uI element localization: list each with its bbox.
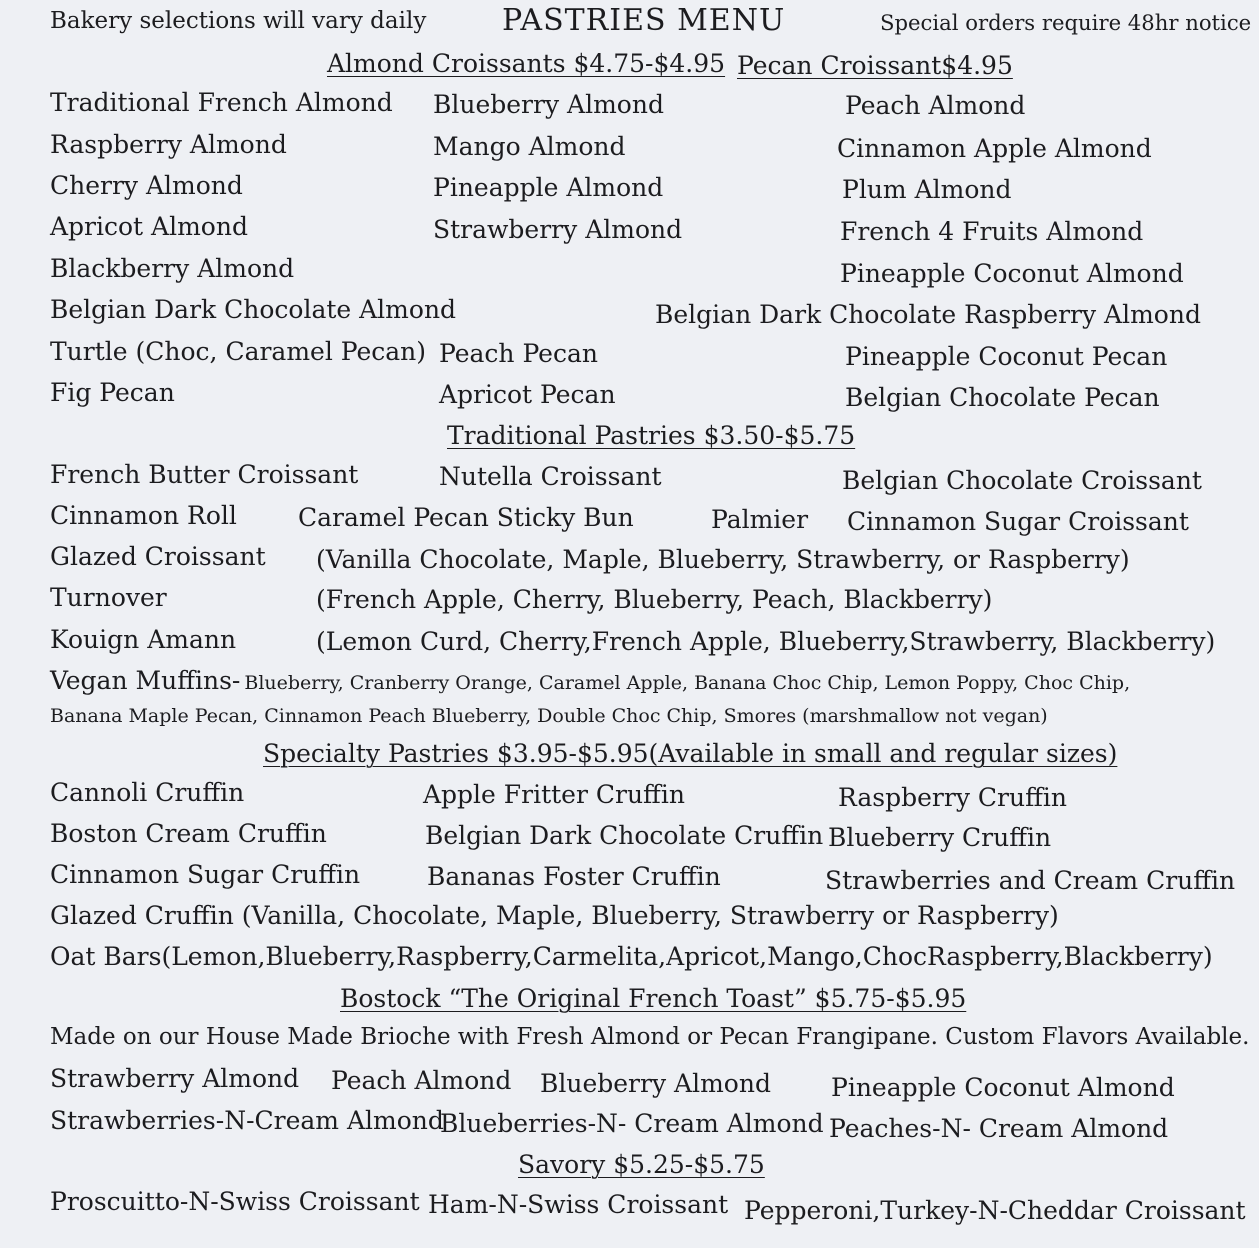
menu-item: Blueberry Almond <box>433 90 664 119</box>
menu-item: Raspberry Almond <box>50 130 287 159</box>
menu-item: Blueberry Almond <box>540 1069 771 1098</box>
menu-item: Peach Pecan <box>439 339 598 368</box>
menu-item: Pineapple Coconut Almond <box>831 1073 1175 1102</box>
menu-item: French 4 Fruits Almond <box>840 217 1144 246</box>
traditional-pastries-heading: Traditional Pastries $3.50-$5.75 <box>447 421 856 450</box>
menu-item: Turnover <box>50 583 167 612</box>
menu-item: Belgian Chocolate Croissant <box>842 466 1202 495</box>
menu-item: Apricot Pecan <box>439 380 616 409</box>
menu-item-options: (Lemon Curd, Cherry,French Apple, Blueberry,Strawberry, Blackberry) <box>316 627 1216 656</box>
menu-item: Kouign Amann <box>50 625 237 654</box>
menu-item: Nutella Croissant <box>439 462 662 491</box>
menu-item: Mango Almond <box>433 132 626 161</box>
menu-item: Cannoli Cruffin <box>50 778 245 807</box>
menu-item: Pineapple Coconut Pecan <box>845 342 1168 371</box>
almond-croissants-heading: Almond Croissants $4.75-$4.95 <box>327 49 726 78</box>
menu-item: Strawberries and Cream Cruffin <box>825 866 1236 895</box>
menu-item: Cinnamon Sugar Croissant <box>847 507 1189 536</box>
menu-item: Blueberries-N- Cream Almond <box>440 1109 824 1138</box>
menu-item: Raspberry Cruffin <box>838 783 1067 812</box>
menu-item: French Butter Croissant <box>50 460 359 489</box>
menu-item: Cinnamon Apple Almond <box>837 134 1152 163</box>
specialty-pastries-heading: Specialty Pastries $3.95-$5.95(Available in small and regular sizes) <box>263 739 1118 768</box>
pecan-croissant-heading: Pecan Croissant$4.95 <box>737 51 1013 80</box>
menu-item: Fig Pecan <box>50 378 175 407</box>
menu-item: Proscuitto-N-Swiss Croissant <box>50 1187 420 1216</box>
menu-item: Cinnamon Sugar Cruffin <box>50 860 361 889</box>
menu-item: Apricot Almond <box>50 212 248 241</box>
menu-item: Blackberry Almond <box>50 254 295 283</box>
menu-item: Ham-N-Swiss Croissant <box>428 1190 729 1219</box>
vegan-muffins-row <box>50 668 1130 693</box>
menu-item: Belgian Dark Chocolate Raspberry Almond <box>655 300 1201 329</box>
menu-item: Palmier <box>711 505 809 534</box>
menu-item: Pineapple Coconut Almond <box>840 259 1184 288</box>
menu-item: Strawberry Almond <box>50 1064 300 1093</box>
menu-item-options: (Vanilla Chocolate, Maple, Blueberry, Strawberry, or Raspberry) <box>316 545 1130 574</box>
vegan-muffins-flavors-continued: Banana Maple Pecan, Cinnamon Peach Blueberry, Double Choc Chip, Smores (marshmallow not vegan) <box>50 705 1048 727</box>
menu-item: Peach Almond <box>331 1066 512 1095</box>
bostock-description: Made on our House Made Brioche with Fresh Almond or Pecan Frangipane. Custom Flavors Available. <box>50 1024 1250 1050</box>
menu-item: Glazed Cruffin (Vanilla, Chocolate, Maple, Blueberry, Strawberry or Raspberry) <box>50 901 1059 930</box>
menu-item: Bananas Foster Cruffin <box>427 862 721 891</box>
special-orders-note: Special orders require 48hr notice <box>880 10 1252 35</box>
menu-item: Caramel Pecan Sticky Bun <box>298 503 634 532</box>
menu-item: Turtle (Choc, Caramel Pecan) <box>50 337 427 366</box>
menu-item: Blueberry Cruffin <box>828 823 1052 852</box>
menu-item: Traditional French Almond <box>50 88 393 117</box>
vegan-muffins-flavors: Blueberry, Cranberry Orange, Caramel Apple, Banana Choc Chip, Lemon Poppy, Choc Chip, <box>244 672 1131 694</box>
menu-item: Belgian Dark Chocolate Almond <box>50 295 457 324</box>
menu-item: Apple Fritter Cruffin <box>423 780 685 809</box>
menu-title: PASTRIES MENU <box>502 3 786 38</box>
menu-item: Oat Bars(Lemon,Blueberry,Raspberry,Carmelita,Apricot,Mango,ChocRaspberry,Blackberry) <box>50 942 1213 971</box>
savory-heading: Savory $5.25-$5.75 <box>518 1150 765 1179</box>
bostock-heading: Bostock “The Original French Toast” $5.75-$5.95 <box>340 984 967 1013</box>
menu-item: Cherry Almond <box>50 171 243 200</box>
menu-item-options: (French Apple, Cherry, Blueberry, Peach, Blackberry) <box>316 585 993 614</box>
menu-item: Pineapple Almond <box>433 173 664 202</box>
vegan-muffins-label: Vegan Muffins- <box>50 666 241 695</box>
menu-item: Belgian Dark Chocolate Cruffin <box>425 821 824 850</box>
menu-item: Pepperoni,Turkey-N-Cheddar Croissant <box>744 1196 1246 1225</box>
menu-item: Strawberry Almond <box>433 215 683 244</box>
menu-item: Boston Cream Cruffin <box>50 819 327 848</box>
menu-item: Glazed Croissant <box>50 542 266 571</box>
menu-item: Peach Almond <box>845 91 1026 120</box>
menu-item: Belgian Chocolate Pecan <box>845 383 1160 412</box>
bakery-note: Bakery selections will vary daily <box>50 8 427 34</box>
menu-item: Strawberries-N-Cream Almond <box>50 1106 444 1135</box>
menu-item: Plum Almond <box>842 175 1012 204</box>
menu-item: Peaches-N- Cream Almond <box>829 1114 1169 1143</box>
menu-item: Cinnamon Roll <box>50 501 237 530</box>
